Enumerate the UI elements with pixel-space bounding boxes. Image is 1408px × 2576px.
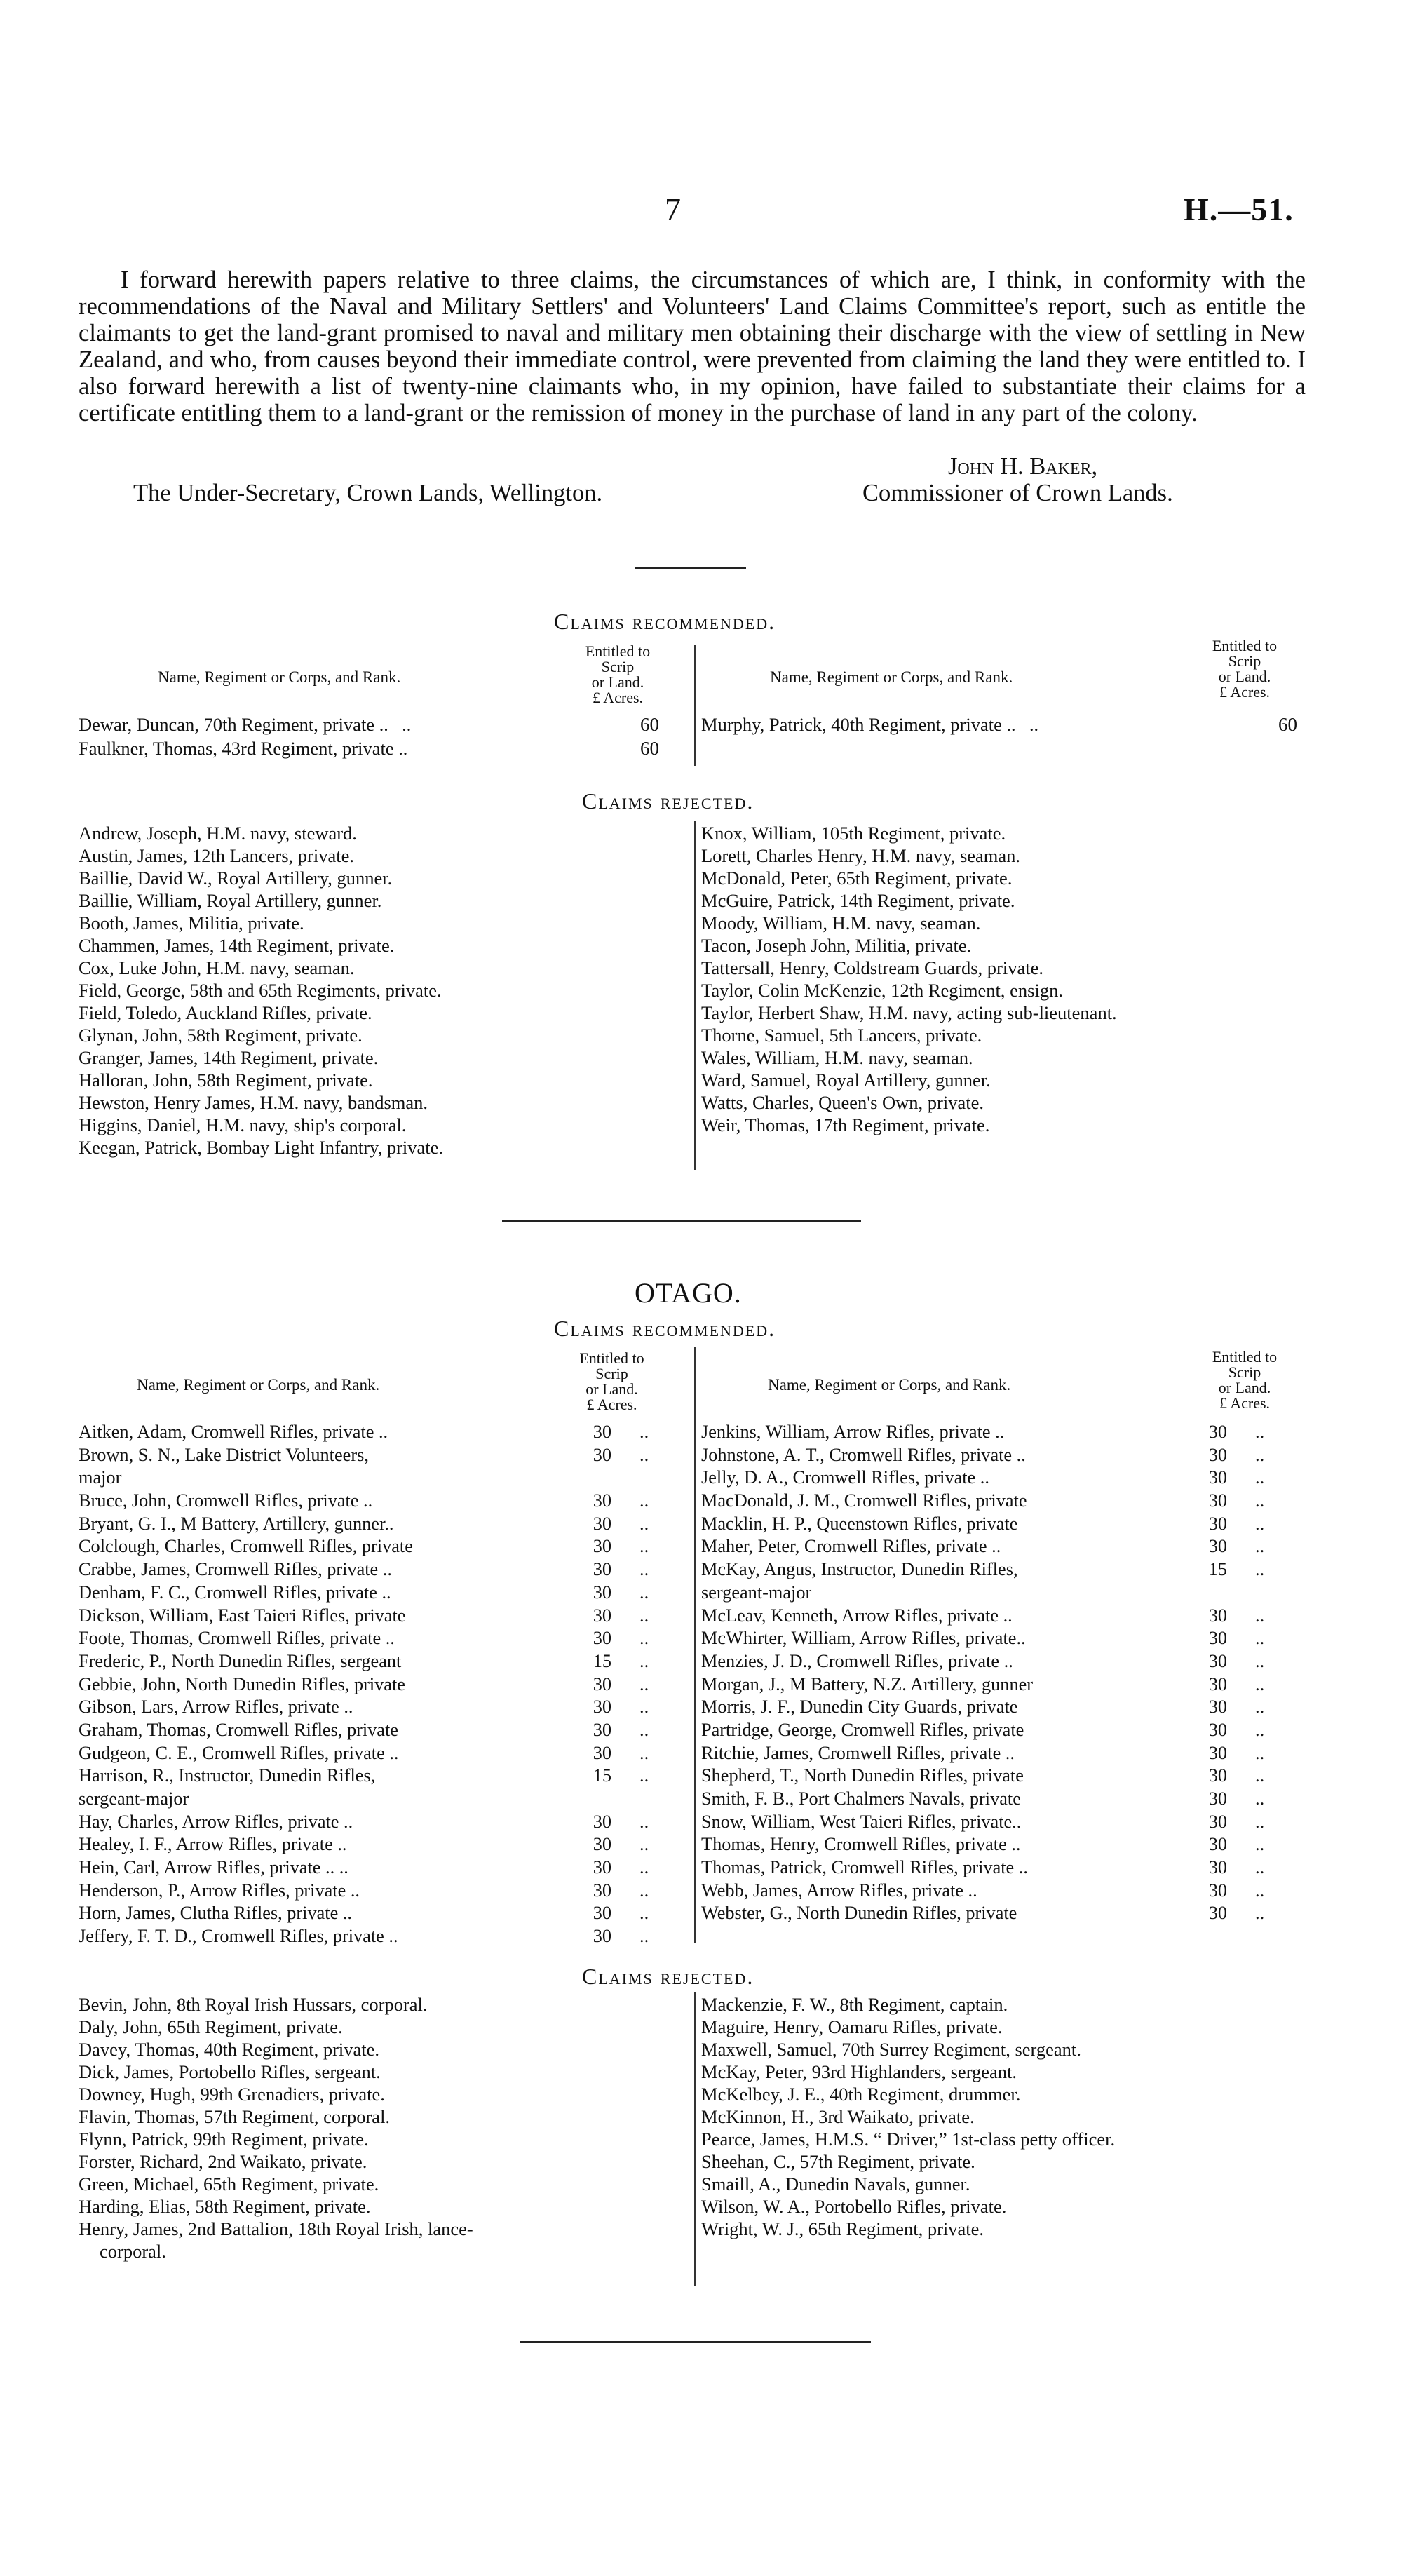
list-item: Wilson, W. A., Portobello Rifles, private. [701, 2196, 1007, 2217]
table-row: Gebbie, John, North Dunedin Rifles, private 30 .. [79, 1673, 649, 1694]
table-row: Foote, Thomas, Cromwell Rifles, private .. 30 .. [79, 1628, 649, 1649]
otago-rejected-heading: Claims rejected. [582, 1964, 754, 1989]
list-item: McDonald, Peter, 65th Regiment, private. [701, 868, 1013, 889]
list-item: Sheehan, C., 57th Regiment, private. [701, 2151, 975, 2172]
signer-title: Commissioner of Crown Lands. [862, 480, 1173, 506]
table-row: Faulkner, Thomas, 43rd Regiment, private .. [79, 738, 408, 759]
table-row: Bryant, G. I., M Battery, Artillery, gunner.. 30 .. [79, 1513, 649, 1534]
list-item: Flavin, Thomas, 57th Regiment, corporal. [79, 2106, 391, 2127]
col-header-entitled-right: Entitled to Scrip or Land. £ Acres. [1212, 637, 1278, 701]
list-item: Bevin, John, 8th Royal Irish Hussars, corporal. [79, 1994, 428, 2015]
list-item: Cox, Luke John, H.M. navy, seaman. [79, 957, 355, 978]
list-item: Forster, Richard, 2nd Waikato, private. [79, 2151, 367, 2172]
list-item: Ward, Samuel, Royal Artillery, gunner. [701, 1070, 991, 1091]
list-item: Baillie, David W., Royal Artillery, gunner. [79, 868, 393, 889]
table-row: sergeant-major [701, 1582, 812, 1603]
canterbury-recommended-heading: Claims recommended. [554, 609, 776, 634]
table-row: Morris, J. F., Dunedin City Guards, private 30 .. [701, 1697, 1265, 1718]
otago-recommended-heading: Claims recommended. [554, 1316, 776, 1341]
table-row: Henderson, P., Arrow Rifles, private .. 30 .. [79, 1880, 649, 1901]
list-item: Wright, W. J., 65th Regiment, private. [701, 2218, 984, 2239]
list-item: Granger, James, 14th Regiment, private. [79, 1047, 379, 1068]
list-item: Hewston, Henry James, H.M. navy, bandsman. [79, 1092, 428, 1113]
list-item: Thorne, Samuel, 5th Lancers, private. [701, 1025, 982, 1046]
canterbury-rejected-left-list [79, 822, 443, 1159]
list-item: Moody, William, H.M. navy, seaman. [701, 912, 981, 933]
list-item: Pearce, James, H.M.S. “ Driver,” 1st-class petty officer. [701, 2129, 1116, 2150]
table-row: Gibson, Lars, Arrow Rifles, private .. 30 .. [79, 1697, 649, 1718]
table-row: Partridge, George, Cromwell Rifles, private 30 .. [701, 1719, 1265, 1740]
table-row: Graham, Thomas, Cromwell Rifles, private 30 .. [79, 1719, 649, 1740]
list-item: Chammen, James, 14th Regiment, private. [79, 935, 395, 956]
list-item: Taylor, Colin McKenzie, 12th Regiment, ensign. [701, 980, 1063, 1001]
section-divider [635, 567, 746, 569]
table-row: Thomas, Henry, Cromwell Rifles, private .. 30 .. [701, 1834, 1265, 1855]
acres-value: 60 [640, 714, 659, 735]
list-item: McKelbey, J. E., 40th Regiment, drummer. [701, 2084, 1021, 2105]
column-divider [694, 1347, 696, 1943]
column-divider [694, 1992, 696, 2286]
otago-recommended-left-table [79, 1421, 689, 1948]
list-item: Green, Michael, 65th Regiment, private. [79, 2173, 379, 2194]
table-row: Ritchie, James, Cromwell Rifles, private .. 30 .. [701, 1742, 1265, 1763]
table-row: Frederic, P., North Dunedin Rifles, sergeant 15 .. [79, 1650, 649, 1671]
table-row: Shepherd, T., North Dunedin Rifles, private 30 .. [701, 1765, 1265, 1786]
table-row: Aitken, Adam, Cromwell Rifles, private .. 30 .. [79, 1422, 649, 1442]
addressee: The Under-Secretary, Crown Lands, Wellington. [133, 480, 603, 506]
table-row: Denham, F. C., Cromwell Rifles, private .. 30 .. [79, 1582, 649, 1603]
section-divider [520, 2341, 871, 2343]
table-row: Webster, G., North Dunedin Rifles, private 30 .. [701, 1903, 1265, 1924]
table-row: McKay, Angus, Instructor, Dunedin Rifles, 15 .. [701, 1559, 1265, 1580]
column-divider [694, 821, 696, 1170]
list-item: Maguire, Henry, Oamaru Rifles, private. [701, 2016, 1003, 2037]
list-item: Baillie, William, Royal Artillery, gunner. [79, 890, 382, 911]
table-row: sergeant-major [79, 1788, 189, 1809]
otago-title: OTAGO. [635, 1277, 742, 1309]
list-item: Harding, Elias, 58th Regiment, private. [79, 2196, 371, 2217]
table-row: Johnstone, A. T., Cromwell Rifles, private .. 30 .. [701, 1444, 1265, 1465]
table-row: Colclough, Charles, Cromwell Rifles, private 30 .. [79, 1536, 649, 1557]
acres-value: 60 [1278, 714, 1297, 735]
table-row: Bruce, John, Cromwell Rifles, private .. 30 .. [79, 1490, 649, 1511]
list-item: McKinnon, H., 3rd Waikato, private. [701, 2106, 975, 2127]
table-row: Maher, Peter, Cromwell Rifles, private .. 30 .. [701, 1536, 1265, 1557]
table-row: Crabbe, James, Cromwell Rifles, private .. 30 .. [79, 1559, 649, 1580]
intro-paragraph: I forward herewith papers relative to three claims, the circumstances of which are, I think, in conformity with the recommendations of the Naval and Military Settlers' and Volunteers' Land Claims Committee's report, such as entitle the claimants to get the land-grant promised to naval and military men obtaining their discharge with the view of settling in New Zealand, and who, from causes beyond their immediate control, were prevented from claiming the land they were entitled to. I also forward herewith a list of twenty-nine claimants who, in my opinion, have failed to substantiate their claims for a certificate entitling them to a land-grant or the remission of money in the purchase of land in any part of the colony. [79, 267, 1306, 426]
table-row: Smith, F. B., Port Chalmers Navals, private 30 .. [701, 1788, 1265, 1809]
table-row: Jelly, D. A., Cromwell Rifles, private .. 30 .. [701, 1467, 1265, 1488]
list-item: Flynn, Patrick, 99th Regiment, private. [79, 2129, 369, 2150]
table-row: Snow, William, West Taieri Rifles, private.. 30 .. [701, 1811, 1265, 1832]
list-item: Taylor, Herbert Shaw, H.M. navy, acting sub-lieutenant. [701, 1002, 1117, 1023]
document-reference: H.—51. [1184, 191, 1294, 227]
table-row: Gudgeon, C. E., Cromwell Rifles, private .. 30 .. [79, 1742, 649, 1763]
list-item: Field, Toledo, Auckland Rifles, private. [79, 1002, 372, 1023]
table-row: Hay, Charles, Arrow Rifles, private .. 30 .. [79, 1811, 649, 1832]
list-item: Wales, William, H.M. navy, seaman. [701, 1047, 973, 1068]
acres-value: 60 [640, 738, 659, 759]
list-item: Lorett, Charles Henry, H.M. navy, seaman. [701, 845, 1021, 866]
table-row: Hein, Carl, Arrow Rifles, private .. .. 30 .. [79, 1857, 649, 1878]
list-item: Mackenzie, F. W., 8th Regiment, captain. [701, 1994, 1008, 2015]
list-item: McKay, Peter, 93rd Highlanders, sergeant. [701, 2061, 1017, 2082]
table-row: Jeffery, F. T. D., Cromwell Rifles, private .. 30 .. [79, 1926, 649, 1947]
table-row: Morgan, J., M Battery, N.Z. Artillery, gunner 30 .. [701, 1673, 1265, 1694]
table-row: Harrison, R., Instructor, Dunedin Rifles, 15 .. [79, 1765, 649, 1786]
signer-name: John H. Baker, [948, 453, 1098, 480]
list-item: Knox, William, 105th Regiment, private. [701, 823, 1006, 844]
list-item: Field, George, 58th and 65th Regiments, private. [79, 980, 442, 1001]
otago-rejected-left-list [79, 1993, 473, 2263]
canterbury-rejected-right-list [701, 822, 1117, 1136]
col-header-name: Name, Regiment or Corps, and Rank. [137, 1376, 380, 1394]
list-item: McGuire, Patrick, 14th Regiment, private. [701, 890, 1015, 911]
otago-recommended-right-table [701, 1421, 1318, 1925]
list-item: Glynan, John, 58th Regiment, private. [79, 1025, 363, 1046]
section-divider [502, 1220, 861, 1222]
list-item: Tacon, Joseph John, Militia, private. [701, 935, 972, 956]
canterbury-rejected-heading: Claims rejected. [582, 788, 754, 814]
list-item: Henry, James, 2nd Battalion, 18th Royal Irish, lance- [79, 2218, 473, 2239]
table-row: Menzies, J. D., Cromwell Rifles, private .. 30 .. [701, 1650, 1265, 1671]
otago-rejected-right-list [701, 1993, 1115, 2240]
list-item: corporal. [100, 2241, 166, 2262]
table-row: Horn, James, Clutha Rifles, private .. 30 .. [79, 1903, 649, 1924]
table-row: McLeav, Kenneth, Arrow Rifles, private .. 30 .. [701, 1605, 1265, 1626]
list-item: Downey, Hugh, 99th Grenadiers, private. [79, 2084, 385, 2105]
table-row: Healey, I. F., Arrow Rifles, private .. 30 .. [79, 1834, 649, 1855]
table-row: Macklin, H. P., Queenstown Rifles, private 30 .. [701, 1513, 1265, 1534]
table-row: Webb, James, Arrow Rifles, private .. 30 .. [701, 1880, 1265, 1901]
table-row: MacDonald, J. M., Cromwell Rifles, private 30 .. [701, 1490, 1265, 1511]
list-item: Maxwell, Samuel, 70th Surrey Regiment, sergeant. [701, 2039, 1081, 2060]
col-header-entitled-right: Entitled to Scrip or Land. £ Acres. [1212, 1348, 1278, 1412]
table-row: Murphy, Patrick, 40th Regiment, private .. .. [701, 714, 1038, 735]
list-item: Daly, John, 65th Regiment, private. [79, 2016, 343, 2037]
table-row: Dickson, William, East Taieri Rifles, private 30 .. [79, 1605, 649, 1626]
list-item: Austin, James, 12th Lancers, private. [79, 845, 354, 866]
list-item: Higgins, Daniel, H.M. navy, ship's corporal. [79, 1114, 407, 1135]
column-divider [694, 645, 696, 766]
list-item: Tattersall, Henry, Coldstream Guards, private. [701, 957, 1043, 978]
list-item: Andrew, Joseph, H.M. navy, steward. [79, 823, 357, 844]
list-item: Weir, Thomas, 17th Regiment, private. [701, 1114, 990, 1135]
col-header-name-right: Name, Regiment or Corps, and Rank. [768, 1376, 1011, 1394]
list-item: Davey, Thomas, 40th Regiment, private. [79, 2039, 380, 2060]
list-item: Smaill, A., Dunedin Navals, gunner. [701, 2173, 970, 2194]
table-row: major [79, 1467, 122, 1488]
col-header-name: Name, Regiment or Corps, and Rank. [158, 668, 401, 686]
table-row: Jenkins, William, Arrow Rifles, private .. 30 .. [701, 1422, 1265, 1442]
table-row: Dewar, Duncan, 70th Regiment, private .. .. [79, 714, 412, 735]
list-item: Booth, James, Militia, private. [79, 912, 304, 933]
col-header-entitled: Entitled to Scrip or Land. £ Acres. [579, 1349, 644, 1413]
page-number: 7 [665, 191, 681, 227]
list-item: Keegan, Patrick, Bombay Light Infantry, private. [79, 1137, 444, 1158]
list-item: Dick, James, Portobello Rifles, sergeant. [79, 2061, 381, 2082]
list-item: Watts, Charles, Queen's Own, private. [701, 1092, 984, 1113]
col-header-entitled: Entitled to Scrip or Land. £ Acres. [585, 642, 651, 706]
col-header-name-right: Name, Regiment or Corps, and Rank. [770, 668, 1013, 686]
table-row: Thomas, Patrick, Cromwell Rifles, private .. 30 .. [701, 1857, 1265, 1878]
list-item: Halloran, John, 58th Regiment, private. [79, 1070, 373, 1091]
table-row: McWhirter, William, Arrow Rifles, private.. 30 .. [701, 1628, 1265, 1649]
table-row: Brown, S. N., Lake District Volunteers, 30 .. [79, 1444, 649, 1465]
